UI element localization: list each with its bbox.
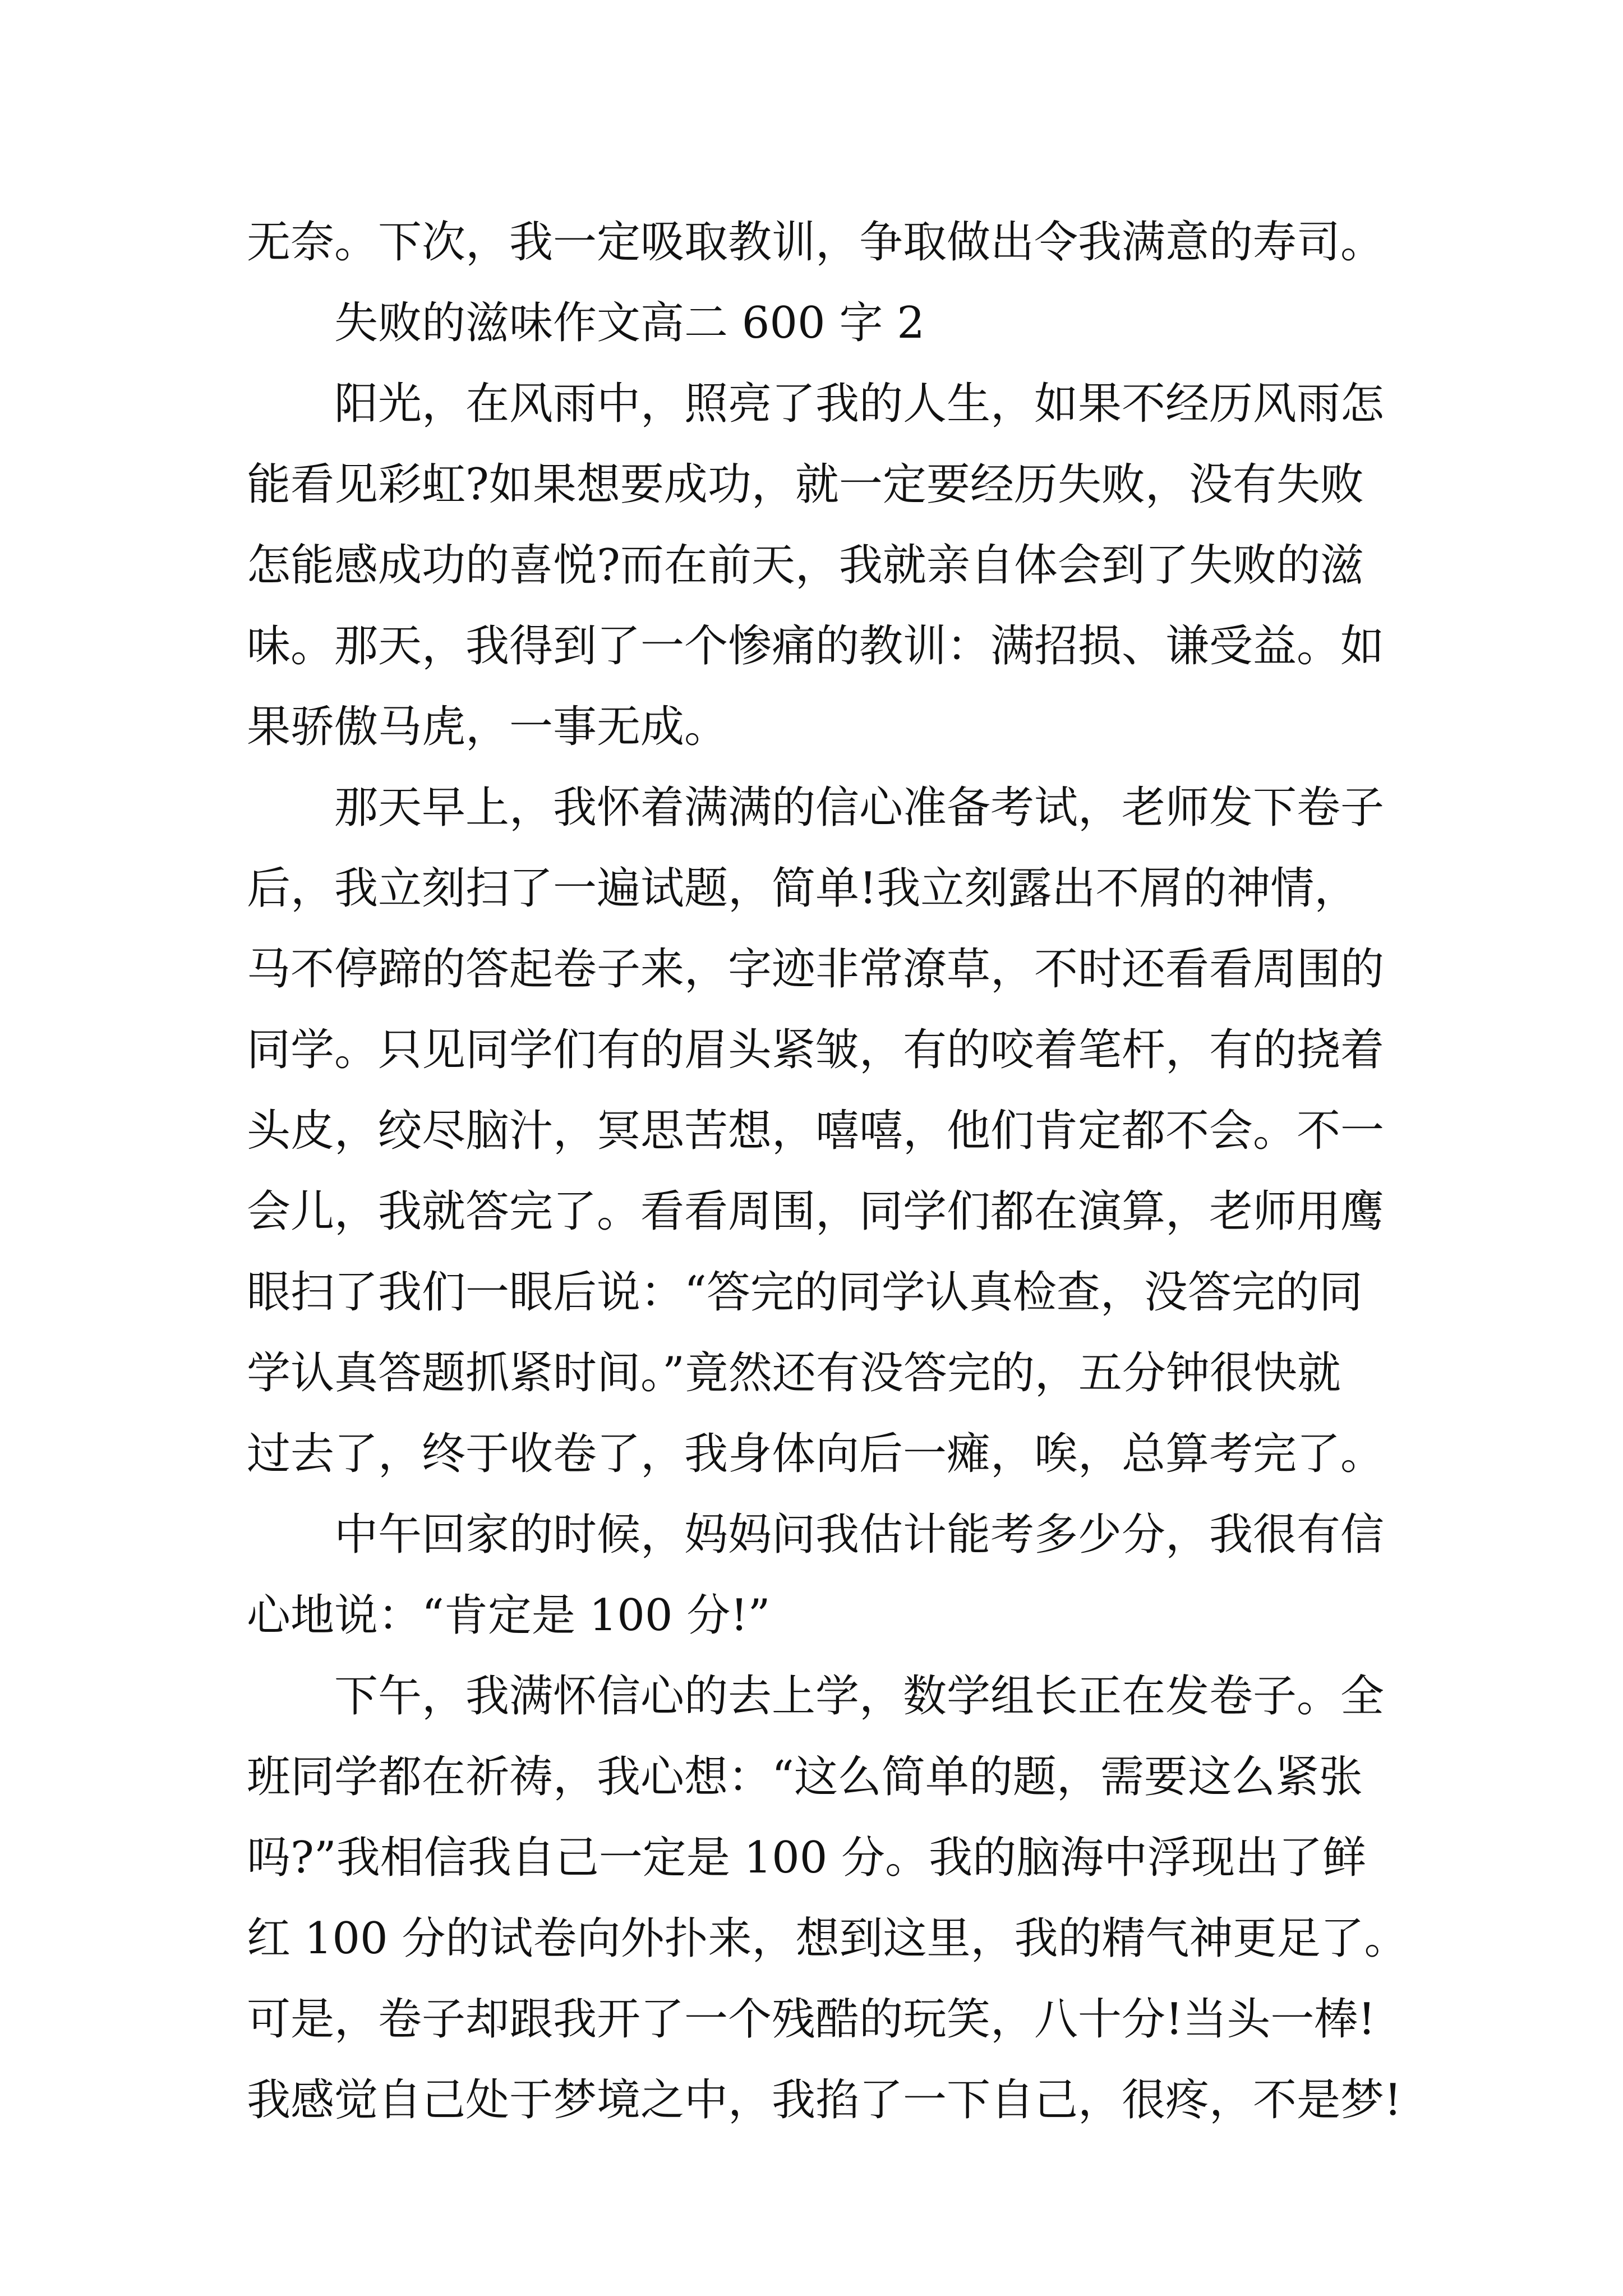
essay-subtitle: 失败的滋味作文高二 600 字 2 — [334, 298, 925, 348]
text-line: 那天早上，我怀着满满的信心准备考试，老师发下卷子 — [334, 783, 1385, 833]
text-line: 怎能感成功的喜悦?而在前天，我就亲自体会到了失败的滋 — [247, 540, 1364, 591]
text-line: 果骄傲马虎，一事无成。 — [247, 702, 728, 752]
text-line: 味。那天，我得到了一个惨痛的教训：满招损、谦受益。如 — [247, 621, 1385, 671]
text-line: 中午回家的时候，妈妈问我估计能考多少分，我很有信 — [334, 1510, 1385, 1560]
text-line: 红 100 分的试卷向外扑来，想到这里，我的精气神更足了。 — [247, 1913, 1408, 1964]
text-line: 后，我立刻扫了一遍试题，简单!我立刻露出不屑的神情， — [247, 863, 1358, 914]
essay-text — [247, 202, 1408, 2141]
text-line: 下午，我满怀信心的去上学，数学组长正在发卷子。全 — [334, 1671, 1385, 1722]
text-line: 学认真答题抓紧时间。”竟然还有没答完的，五分钟很快就 — [247, 1348, 1341, 1398]
text-line: 吗?”我相信我自己一定是 100 分。我的脑海中浮现出了鲜 — [247, 1833, 1367, 1883]
text-line: 马不停蹄的答起卷子来，字迹非常潦草，不时还看看周围的 — [247, 944, 1385, 995]
text-line: 可是，卷子却跟我开了一个残酷的玩笑，八十分!当头一棒! — [247, 1994, 1376, 2045]
text-line: 无奈。下次，我一定吸取教训，争取做出令我满意的寿司。 — [247, 217, 1385, 268]
text-line: 会儿，我就答完了。看看周围，同学们都在演算，老师用鹰 — [247, 1186, 1385, 1237]
text-line: 班同学都在祈祷，我心想：“这么简单的题，需要这么紧张 — [247, 1752, 1363, 1802]
text-line: 心地说：“肯定是 100 分!” — [247, 1590, 771, 1641]
text-line: 眼扫了我们一眼后说：“答完的同学认真检查，没答完的同 — [247, 1267, 1363, 1318]
text-line: 头皮，绞尽脑汁，冥思苦想，嘻嘻，他们肯定都不会。不一 — [247, 1106, 1385, 1156]
text-line: 我感觉自己处于梦境之中，我掐了一下自己，很疼，不是梦! — [247, 2075, 1402, 2125]
text-line: 能看见彩虹?如果想要成功，就一定要经历失败，没有失败 — [247, 459, 1364, 510]
text-line: 阳光，在风雨中，照亮了我的人生，如果不经历风雨怎 — [334, 379, 1385, 429]
text-line: 同学。只见同学们有的眉头紧皱，有的咬着笔杆，有的挠着 — [247, 1025, 1385, 1075]
text-line: 过去了，终于收卷了，我身体向后一瘫，唉，总算考完了。 — [247, 1429, 1385, 1479]
